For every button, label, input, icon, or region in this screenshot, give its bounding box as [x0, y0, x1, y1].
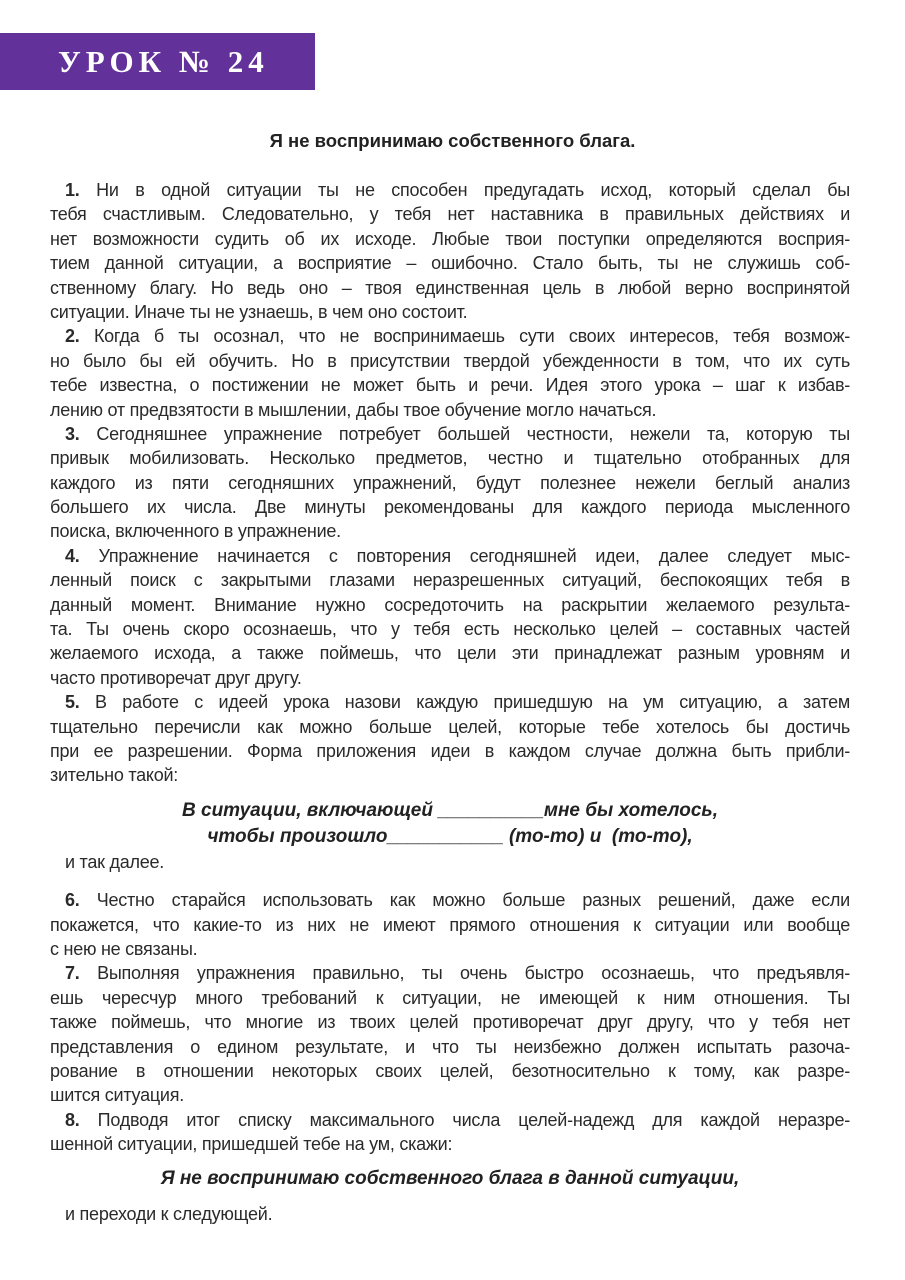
move-to-next-text: и переходи к следующей.: [65, 1204, 273, 1225]
formula-line-1: В ситуации, включающей __________мне бы хотелось,: [182, 799, 718, 821]
paragraph-1: 1. Ни в одной ситуации ты не способен предугадать исход, который сделал бы тебя счастливым. Следовательно, у тебя нет наставника в правильных действиях и нет возможности судить об их исходе. Любые твои поступки определяются восприя- тием данной ситуации, а восприятие – ошибочно. Стало быть, ты не служишь соб- ственному благу. Но ведь оно – твоя единственная цель в любой верно воспринятой ситуации. Иначе ты не узнаешь, в чем оно состоит.: [50, 180, 850, 322]
lesson-title: Я не воспринимаю собственного блага.: [269, 130, 636, 151]
paragraph-5: 5. В работе с идеей урока назови каждую пришедшую на ум ситуацию, а затем тщательно перечисли как можно больше целей, которые тебе хотелось бы достичь при ее разрешении. Форма приложения идеи в каждом случае должна быть прибли- зительно такой:: [50, 692, 850, 786]
lesson-banner: [0, 33, 315, 90]
paragraph-number: 2.: [65, 326, 80, 347]
formula-line-2: чтобы произошло___________ (то-то) и (то-то),: [207, 825, 693, 847]
paragraph-number: 1.: [65, 180, 80, 200]
lesson-label: УРОК № 24: [58, 44, 269, 79]
paragraph-8: 8. Подводя итог списку максимального числа целей-надежд для каждой неразре- шенной ситуации, пришедшей тебе на ум, скажи:: [50, 1109, 850, 1155]
paragraph-number: 7.: [65, 963, 80, 984]
paragraph-7: 7. Выполняя упражнения правильно, ты очень быстро осознаешь, что предъявля- ешь чересчур много требований к ситуации, не имеющей к ним отношения. Ты также поймешь, что многие из твоих целей противоречат друг другу, что у тебя нет представления о едином результате, и что ты неизбежно должен испытать разоча- рование в отношении некоторых своих целей, безотносительно к тому, как разре- шится ситуация.: [50, 963, 850, 1106]
paragraph-number: 8.: [65, 1109, 80, 1130]
paragraph-3: 3. Сегодняшнее упражнение потребует большей честности, нежели та, которую ты привык мобилизовать. Несколько предметов, честно и тщательно отобранных для каждого из пяти сегодняшних упражнений, будут полезнее нежели беглый анализ большего их числа. Две минуты рекомендованы для каждого периода мысленного поиска, включенного в упражнение.: [50, 423, 850, 542]
paragraph-6: 6. Честно старайся использовать как можно больше разных решений, даже если покажется, что какие-то из них не имеют прямого отношения к ситуации или вообще с нею не связаны.: [50, 890, 850, 959]
paragraph-4: 4. Упражнение начинается с повторения сегодняшней идеи, далее следует мыс- ленный поиск с закрытыми глазами неразрешенных ситуаций, беспокоящих тебя в данный момент. Внимание нужно сосредоточить на раскрытии желаемого результа- та. Ты очень скоро осознаешь, что у тебя есть несколько целей – составных частей желаемого исхода, а также поймешь, что цели эти принадлежат разным уровням и часто противоречат друг другу.: [50, 545, 850, 688]
closing-affirmation: Я не воспринимаю собственного блага в данной ситуации,: [160, 1168, 740, 1190]
lesson-body: [50, 178, 850, 1227]
and-so-on-text: и так далее.: [65, 851, 165, 872]
paragraph-number: 6.: [65, 890, 80, 911]
paragraph-number: 4.: [65, 545, 80, 566]
formula-template: [50, 798, 850, 850]
paragraph-number: 5.: [65, 692, 80, 713]
paragraph-2: 2. Когда б ты осознал, что не воспринимаешь сути своих интересов, тебя возмож- но было бы ей обучить. Но в присутствии твердой убежденности в том, что их суть тебе известна, о постижении не может быть и речи. Идея этого урока – шаг к избав- лению от предвзятости в мышлении, дабы твое обучение могло начаться.: [50, 326, 850, 420]
paragraph-number: 3.: [65, 423, 80, 444]
